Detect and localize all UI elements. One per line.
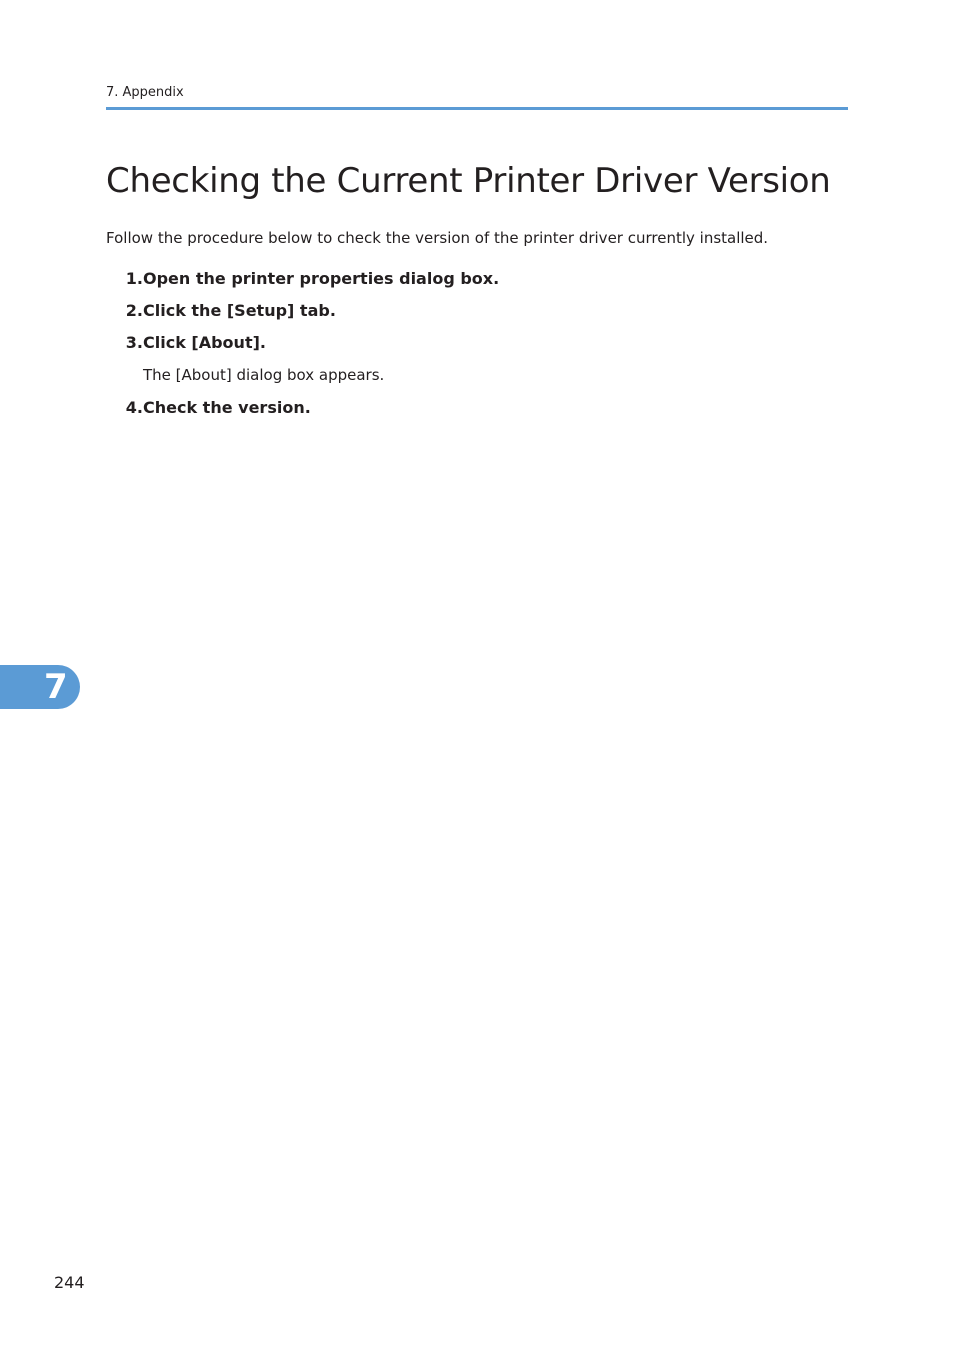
intro-paragraph: Follow the procedure below to check the version of the printer driver currently installed. — [106, 229, 769, 247]
step-label: Click [About]. — [143, 333, 266, 352]
step-label: Click the [Setup] tab. — [143, 301, 336, 320]
step-2 — [106, 301, 336, 320]
step-number: 1. — [125, 269, 143, 288]
step-3-note: The [About] dialog box appears. — [143, 366, 385, 384]
chapter-tab — [0, 665, 80, 709]
step-1 — [106, 269, 500, 288]
step-number: 2. — [125, 301, 143, 320]
chapter-number: 7 — [44, 667, 68, 707]
page-title: Checking the Current Printer Driver Version — [106, 161, 831, 201]
step-number: 4. — [125, 398, 143, 417]
step-number: 3. — [125, 333, 143, 352]
running-head: 7. Appendix — [106, 85, 184, 100]
step-3 — [106, 333, 266, 352]
step-label: Open the printer properties dialog box. — [143, 269, 500, 288]
header-rule — [106, 107, 848, 110]
step-4 — [106, 398, 311, 417]
step-label: Check the version. — [143, 398, 311, 417]
page-number: 244 — [54, 1273, 85, 1292]
